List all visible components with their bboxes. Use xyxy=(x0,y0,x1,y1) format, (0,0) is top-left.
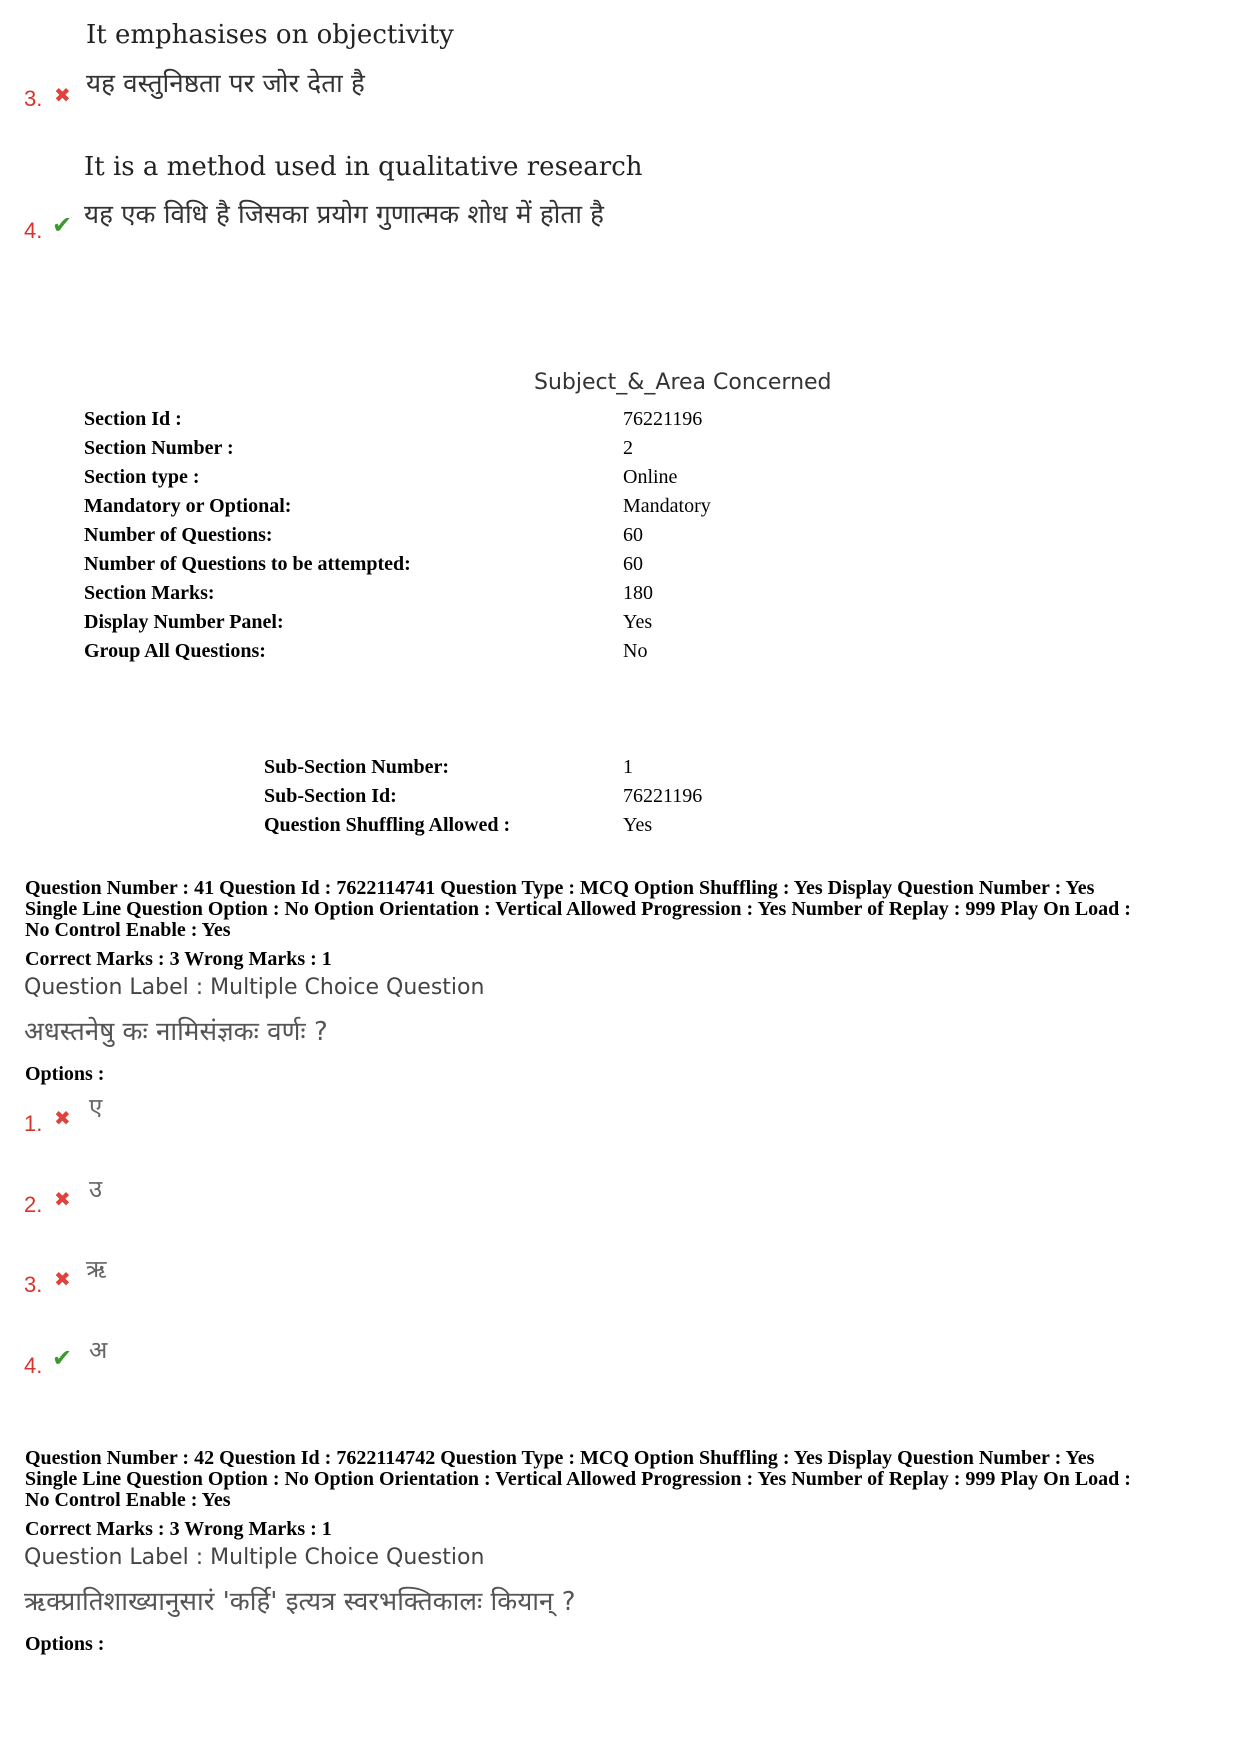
q41-option-4-text: अ xyxy=(89,1336,108,1364)
option-4-number: 4. xyxy=(24,218,43,243)
q41-meta xyxy=(25,878,1225,941)
q41-options-heading: Options : xyxy=(25,1063,105,1085)
q42-meta-line1: Question Number : 42 Question Id : 7622114742 Question Type : MCQ Option Shuffling : Yes Display Question Number : Yes xyxy=(25,1447,1095,1469)
mandatory-label: Mandatory or Optional: xyxy=(84,495,292,517)
q41-label: Question Label : Multiple Choice Question xyxy=(24,975,485,1000)
subsection-number-label: Sub-Section Number: xyxy=(264,756,450,778)
section-id-value: 76221196 xyxy=(623,408,703,430)
option-3-number: 3. xyxy=(24,86,43,111)
section-id-label: Section Id : xyxy=(84,408,182,430)
q41-option-2-number: 2. xyxy=(24,1192,43,1217)
section-number-label: Section Number : xyxy=(84,437,234,459)
section-marks-value: 180 xyxy=(623,582,653,604)
cross-icon: ✖ xyxy=(54,1187,71,1211)
num-attempt-label: Number of Questions to be attempted: xyxy=(84,553,411,575)
group-questions-label: Group All Questions: xyxy=(84,640,266,662)
mandatory-value: Mandatory xyxy=(623,495,711,517)
cross-icon: ✖ xyxy=(54,1106,71,1130)
q41-option-1-number: 1. xyxy=(24,1111,43,1136)
q42-meta xyxy=(25,1448,1225,1511)
section-type-value: Online xyxy=(623,466,678,488)
shuffling-label: Question Shuffling Allowed : xyxy=(264,814,511,836)
q41-meta-line1: Question Number : 41 Question Id : 7622114741 Question Type : MCQ Option Shuffling : Yes Display Question Number : Yes xyxy=(25,877,1095,899)
q41-question-text: अधस्तनेषु कः नामिसंज्ञकः वर्णः ? xyxy=(24,1017,328,1047)
option-3-english: It emphasises on objectivity xyxy=(86,20,454,50)
num-questions-value: 60 xyxy=(623,524,643,546)
q42-label: Question Label : Multiple Choice Question xyxy=(24,1545,485,1570)
q41-marks: Correct Marks : 3 Wrong Marks : 1 xyxy=(25,948,332,970)
q41-option-2-text: उ xyxy=(89,1175,103,1203)
cross-icon: ✖ xyxy=(54,83,71,107)
option-3-hindi: यह वस्तुनिष्ठता पर जोर देता है xyxy=(86,69,365,99)
section-number-value: 2 xyxy=(623,437,633,459)
q41-option-3-text: ऋ xyxy=(86,1255,107,1283)
check-icon: ✔ xyxy=(52,211,73,239)
subsection-id-label: Sub-Section Id: xyxy=(264,785,397,807)
subsection-number-value: 1 xyxy=(623,756,633,778)
shuffling-value: Yes xyxy=(623,814,653,836)
subsection-id-value: 76221196 xyxy=(623,785,703,807)
num-attempt-value: 60 xyxy=(623,553,643,575)
q42-meta-line3: No Control Enable : Yes xyxy=(25,1489,231,1511)
cross-icon: ✖ xyxy=(54,1267,71,1291)
q42-meta-line2: Single Line Question Option : No Option Orientation : Vertical Allowed Progression : Yes Number of Replay : 999 Play On Load : xyxy=(25,1468,1131,1490)
q41-meta-line2: Single Line Question Option : No Option Orientation : Vertical Allowed Progression : Yes Number of Replay : 999 Play On Load : xyxy=(25,898,1131,920)
q41-option-4-number: 4. xyxy=(24,1353,43,1378)
check-icon: ✔ xyxy=(52,1344,73,1372)
group-questions-value: No xyxy=(623,640,648,662)
section-type-label: Section type : xyxy=(84,466,200,488)
option-4-hindi: यह एक विधि है जिसका प्रयोग गुणात्मक शोध में होता है xyxy=(84,200,604,230)
q41-option-3-number: 3. xyxy=(24,1272,43,1297)
display-panel-value: Yes xyxy=(623,611,653,633)
display-panel-label: Display Number Panel: xyxy=(84,611,284,633)
q42-marks: Correct Marks : 3 Wrong Marks : 1 xyxy=(25,1518,332,1540)
q41-meta-line3: No Control Enable : Yes xyxy=(25,919,231,941)
section-title: Subject_&_Area Concerned xyxy=(534,370,832,395)
section-marks-label: Section Marks: xyxy=(84,582,215,604)
num-questions-label: Number of Questions: xyxy=(84,524,273,546)
q42-question-text: ऋक्प्रातिशाख्यानुसारं 'कर्हि' इत्यत्र स्वरभक्तिकालः कियान् ? xyxy=(24,1587,576,1617)
option-4-english: It is a method used in qualitative research xyxy=(84,152,643,182)
q42-options-heading: Options : xyxy=(25,1633,105,1655)
q41-option-1-text: ए xyxy=(89,1093,103,1121)
